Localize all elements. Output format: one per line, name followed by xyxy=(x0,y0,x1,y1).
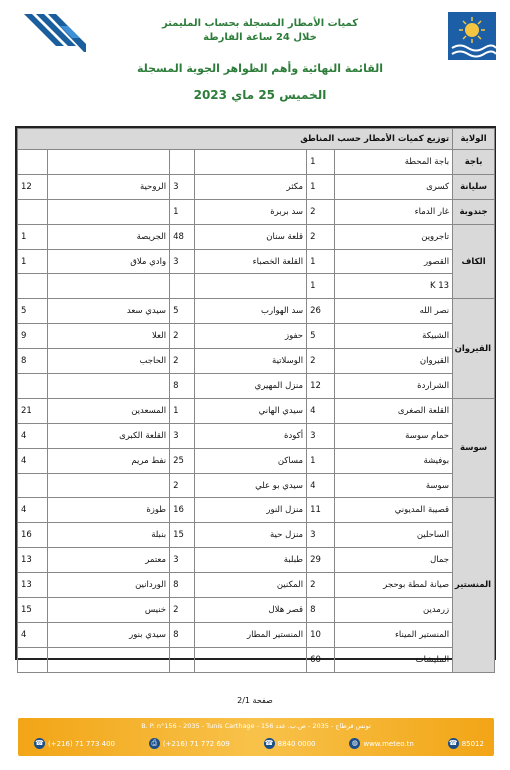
rain-amount: 8 xyxy=(307,598,335,623)
station-name: حمام سوسة xyxy=(335,423,453,448)
station-name: المسعدين xyxy=(48,398,170,423)
rain-amount: 2 xyxy=(307,224,335,249)
governorate-cell: المنستير xyxy=(453,498,495,672)
table-row xyxy=(18,473,495,498)
rain-amount: 5 xyxy=(18,299,48,324)
contact-item xyxy=(264,738,316,749)
station-name: قلعة سنان xyxy=(195,224,307,249)
contact-text: (+216) 71 773 400 xyxy=(48,739,115,748)
rain-amount: 2 xyxy=(170,349,195,374)
rain-amount: 1 xyxy=(307,448,335,473)
contact-item xyxy=(149,738,230,749)
rain-amount xyxy=(18,274,48,299)
rain-amount: 21 xyxy=(18,398,48,423)
station-name: بوفيشة xyxy=(335,448,453,473)
table-row xyxy=(18,324,495,349)
rain-amount: 16 xyxy=(170,498,195,523)
governorate-cell: القيروان xyxy=(453,299,495,399)
station-name: القلعة الصغرى xyxy=(335,398,453,423)
rain-amount xyxy=(18,647,48,672)
rain-amount: 9 xyxy=(18,324,48,349)
station-name: K 13 xyxy=(335,274,453,299)
rain-amount: 13 xyxy=(18,548,48,573)
rainfall-table-body xyxy=(18,150,495,673)
rain-amount: 3 xyxy=(307,423,335,448)
rain-amount: 1 xyxy=(307,274,335,299)
rain-amount: 1 xyxy=(307,249,335,274)
station-name: منزل المهيري xyxy=(195,374,307,399)
station-name: القيروان xyxy=(335,349,453,374)
station-name: زرمدين xyxy=(335,598,453,623)
table-row xyxy=(18,199,495,224)
governorate-cell: سوسة xyxy=(453,398,495,498)
rain-amount xyxy=(18,473,48,498)
station-name: منزل حية xyxy=(195,523,307,548)
institute-logo-left xyxy=(24,12,86,58)
table-row xyxy=(18,423,495,448)
rain-amount: 4 xyxy=(307,473,335,498)
table-row xyxy=(18,224,495,249)
rain-amount: 2 xyxy=(170,473,195,498)
station-name: غار الدماء xyxy=(335,199,453,224)
table-row xyxy=(18,374,495,399)
rain-amount xyxy=(170,150,195,175)
table-row xyxy=(18,349,495,374)
rain-amount xyxy=(170,647,195,672)
station-name: المكنين xyxy=(195,573,307,598)
table-row xyxy=(18,548,495,573)
rain-amount: 4 xyxy=(18,498,48,523)
station-name: الشبيكة xyxy=(335,324,453,349)
rain-amount: 2 xyxy=(170,598,195,623)
station-name: أكودة xyxy=(195,423,307,448)
rain-amount: 8 xyxy=(18,349,48,374)
contact-list xyxy=(34,738,484,749)
station-name: المليشات xyxy=(335,647,453,672)
rain-amount xyxy=(18,199,48,224)
station-name: جمال xyxy=(335,548,453,573)
rain-amount: 12 xyxy=(18,174,48,199)
station-name xyxy=(48,199,170,224)
table-row xyxy=(18,174,495,199)
station-name: المنستير المطار xyxy=(195,622,307,647)
station-name: الروحية xyxy=(48,174,170,199)
rain-amount: 8 xyxy=(170,622,195,647)
station-name: منزل النور xyxy=(195,498,307,523)
station-name: الوردانين xyxy=(48,573,170,598)
header-subtitle: القائمة النهائية وأهم الظواهر الجوية المسجلة xyxy=(136,62,384,75)
table-row xyxy=(18,523,495,548)
table-row xyxy=(18,448,495,473)
rain-amount: 48 xyxy=(170,224,195,249)
table-row xyxy=(18,398,495,423)
rain-amount: 2 xyxy=(307,349,335,374)
table-row xyxy=(18,299,495,324)
rain-amount: 1 xyxy=(18,249,48,274)
station-name: سوسة xyxy=(335,473,453,498)
meteo-emblem-logo xyxy=(448,12,496,60)
rain-amount: 26 xyxy=(307,299,335,324)
web-icon: ◍ xyxy=(349,738,360,749)
header-distribution: توزيع كميات الأمطار حسب المناطق xyxy=(18,129,453,150)
station-name: معتمر xyxy=(48,548,170,573)
station-name: سد بربرة xyxy=(195,199,307,224)
contact-item xyxy=(448,738,484,749)
rain-amount xyxy=(170,274,195,299)
rain-amount: 5 xyxy=(170,299,195,324)
station-name: الوسلاتية xyxy=(195,349,307,374)
rain-amount: 2 xyxy=(307,199,335,224)
postal-address: B. P. n°156 - 2035 - Tunis Carthage - تونس قرطاج - 2035 - ص.ب. عدد 156 xyxy=(141,722,371,730)
station-name: مكثر xyxy=(195,174,307,199)
header-title-line2: خلال 24 ساعة الفارطة xyxy=(203,32,317,43)
phone-icon: ☎ xyxy=(264,739,274,747)
station-name: الساحلين xyxy=(335,523,453,548)
rain-amount xyxy=(18,374,48,399)
contact-text: 8840 0000 xyxy=(277,739,316,748)
rain-amount: 1 xyxy=(307,174,335,199)
rain-amount: 8 xyxy=(170,374,195,399)
page-number: صفحة 2/1 xyxy=(237,696,273,705)
rain-amount: 25 xyxy=(170,448,195,473)
table-row xyxy=(18,598,495,623)
table-row xyxy=(18,622,495,647)
station-name: حفوز xyxy=(195,324,307,349)
rain-amount: 3 xyxy=(170,249,195,274)
station-name xyxy=(195,274,307,299)
rain-amount: 3 xyxy=(170,174,195,199)
governorate-cell: باجة xyxy=(453,150,495,175)
station-name: طوزة xyxy=(48,498,170,523)
station-name xyxy=(48,274,170,299)
table-row xyxy=(18,573,495,598)
rain-amount: 29 xyxy=(307,548,335,573)
rain-amount: 4 xyxy=(18,622,48,647)
footer-contact-banner xyxy=(18,718,494,756)
station-name: الجريصة xyxy=(48,224,170,249)
station-name: وادي ملاق xyxy=(48,249,170,274)
station-name xyxy=(195,150,307,175)
phone-icon: ☎ xyxy=(448,739,458,747)
header-title-line1: كميات الأمطار المسجلة بحساب المليمتر xyxy=(161,18,359,29)
station-name: سيدي بو علي xyxy=(195,473,307,498)
rain-amount xyxy=(18,150,48,175)
station-name: قصر هلال xyxy=(195,598,307,623)
station-name: صيانة لمطة بوحجر xyxy=(335,573,453,598)
rain-amount: 3 xyxy=(170,548,195,573)
rain-amount: 2 xyxy=(307,573,335,598)
rain-amount: 2 xyxy=(170,324,195,349)
rain-amount: 11 xyxy=(307,498,335,523)
rain-amount: 12 xyxy=(307,374,335,399)
rain-amount: 5 xyxy=(307,324,335,349)
station-name: سيدي بنور xyxy=(48,622,170,647)
station-name: قصيبة المديوني xyxy=(335,498,453,523)
station-name: نفط مريم xyxy=(48,448,170,473)
station-name: سد الهوارب xyxy=(195,299,307,324)
table-row xyxy=(18,498,495,523)
station-name: الشراردة xyxy=(335,374,453,399)
station-name: القصور xyxy=(335,249,453,274)
contact-item xyxy=(34,738,115,749)
station-name: الحاجب xyxy=(48,349,170,374)
contact-item xyxy=(349,738,414,749)
rain-amount: 1 xyxy=(307,150,335,175)
rain-amount: 3 xyxy=(170,423,195,448)
rain-amount: 60 xyxy=(307,647,335,672)
rain-amount: 4 xyxy=(18,423,48,448)
governorate-cell: سليانة xyxy=(453,174,495,199)
station-name: القلعة الكبرى xyxy=(48,423,170,448)
table-row xyxy=(18,249,495,274)
station-name: المنستير الميناء xyxy=(335,622,453,647)
rainfall-table xyxy=(17,128,495,673)
rain-amount: 8 xyxy=(170,573,195,598)
rain-amount: 15 xyxy=(18,598,48,623)
contact-text: (+216) 71 772 609 xyxy=(162,739,230,748)
report-date: الخميس 25 ماي 2023 xyxy=(193,88,327,102)
station-name: العلا xyxy=(48,324,170,349)
station-name: بنبلة xyxy=(48,523,170,548)
station-name xyxy=(48,647,170,672)
rainfall-table-frame xyxy=(15,126,496,665)
station-name xyxy=(48,374,170,399)
station-name xyxy=(48,473,170,498)
governorate-cell: جندوبة xyxy=(453,199,495,224)
rain-amount: 16 xyxy=(18,523,48,548)
fax-icon: ⎙ xyxy=(149,738,160,749)
rain-amount: 3 xyxy=(307,523,335,548)
contact-text: 85012 xyxy=(461,739,484,748)
rain-amount: 1 xyxy=(18,224,48,249)
station-name: كسرى xyxy=(335,174,453,199)
rain-amount: 1 xyxy=(170,199,195,224)
station-name: نصر الله xyxy=(335,299,453,324)
rain-amount: 4 xyxy=(18,448,48,473)
phone-icon: ☎ xyxy=(35,739,44,747)
station-name xyxy=(48,150,170,175)
station-name: طبلبة xyxy=(195,548,307,573)
station-name: خنيس xyxy=(48,598,170,623)
table-row xyxy=(18,647,495,672)
station-name xyxy=(195,647,307,672)
table-row xyxy=(18,274,495,299)
rain-amount: 13 xyxy=(18,573,48,598)
contact-text: www.meteo.tn xyxy=(363,739,414,748)
rain-amount: 10 xyxy=(307,622,335,647)
station-name: القلعة الخصباء xyxy=(195,249,307,274)
table-row xyxy=(18,150,495,175)
station-name: باجة المحطة xyxy=(335,150,453,175)
governorate-cell: الكاف xyxy=(453,224,495,299)
header-governorate: الولاية xyxy=(453,129,495,150)
rain-amount: 1 xyxy=(170,398,195,423)
station-name: مساكن xyxy=(195,448,307,473)
station-name: تاجروين xyxy=(335,224,453,249)
station-name: سيدي سعد xyxy=(48,299,170,324)
rain-amount: 15 xyxy=(170,523,195,548)
rain-amount: 4 xyxy=(307,398,335,423)
station-name: سيدي الهاني xyxy=(195,398,307,423)
